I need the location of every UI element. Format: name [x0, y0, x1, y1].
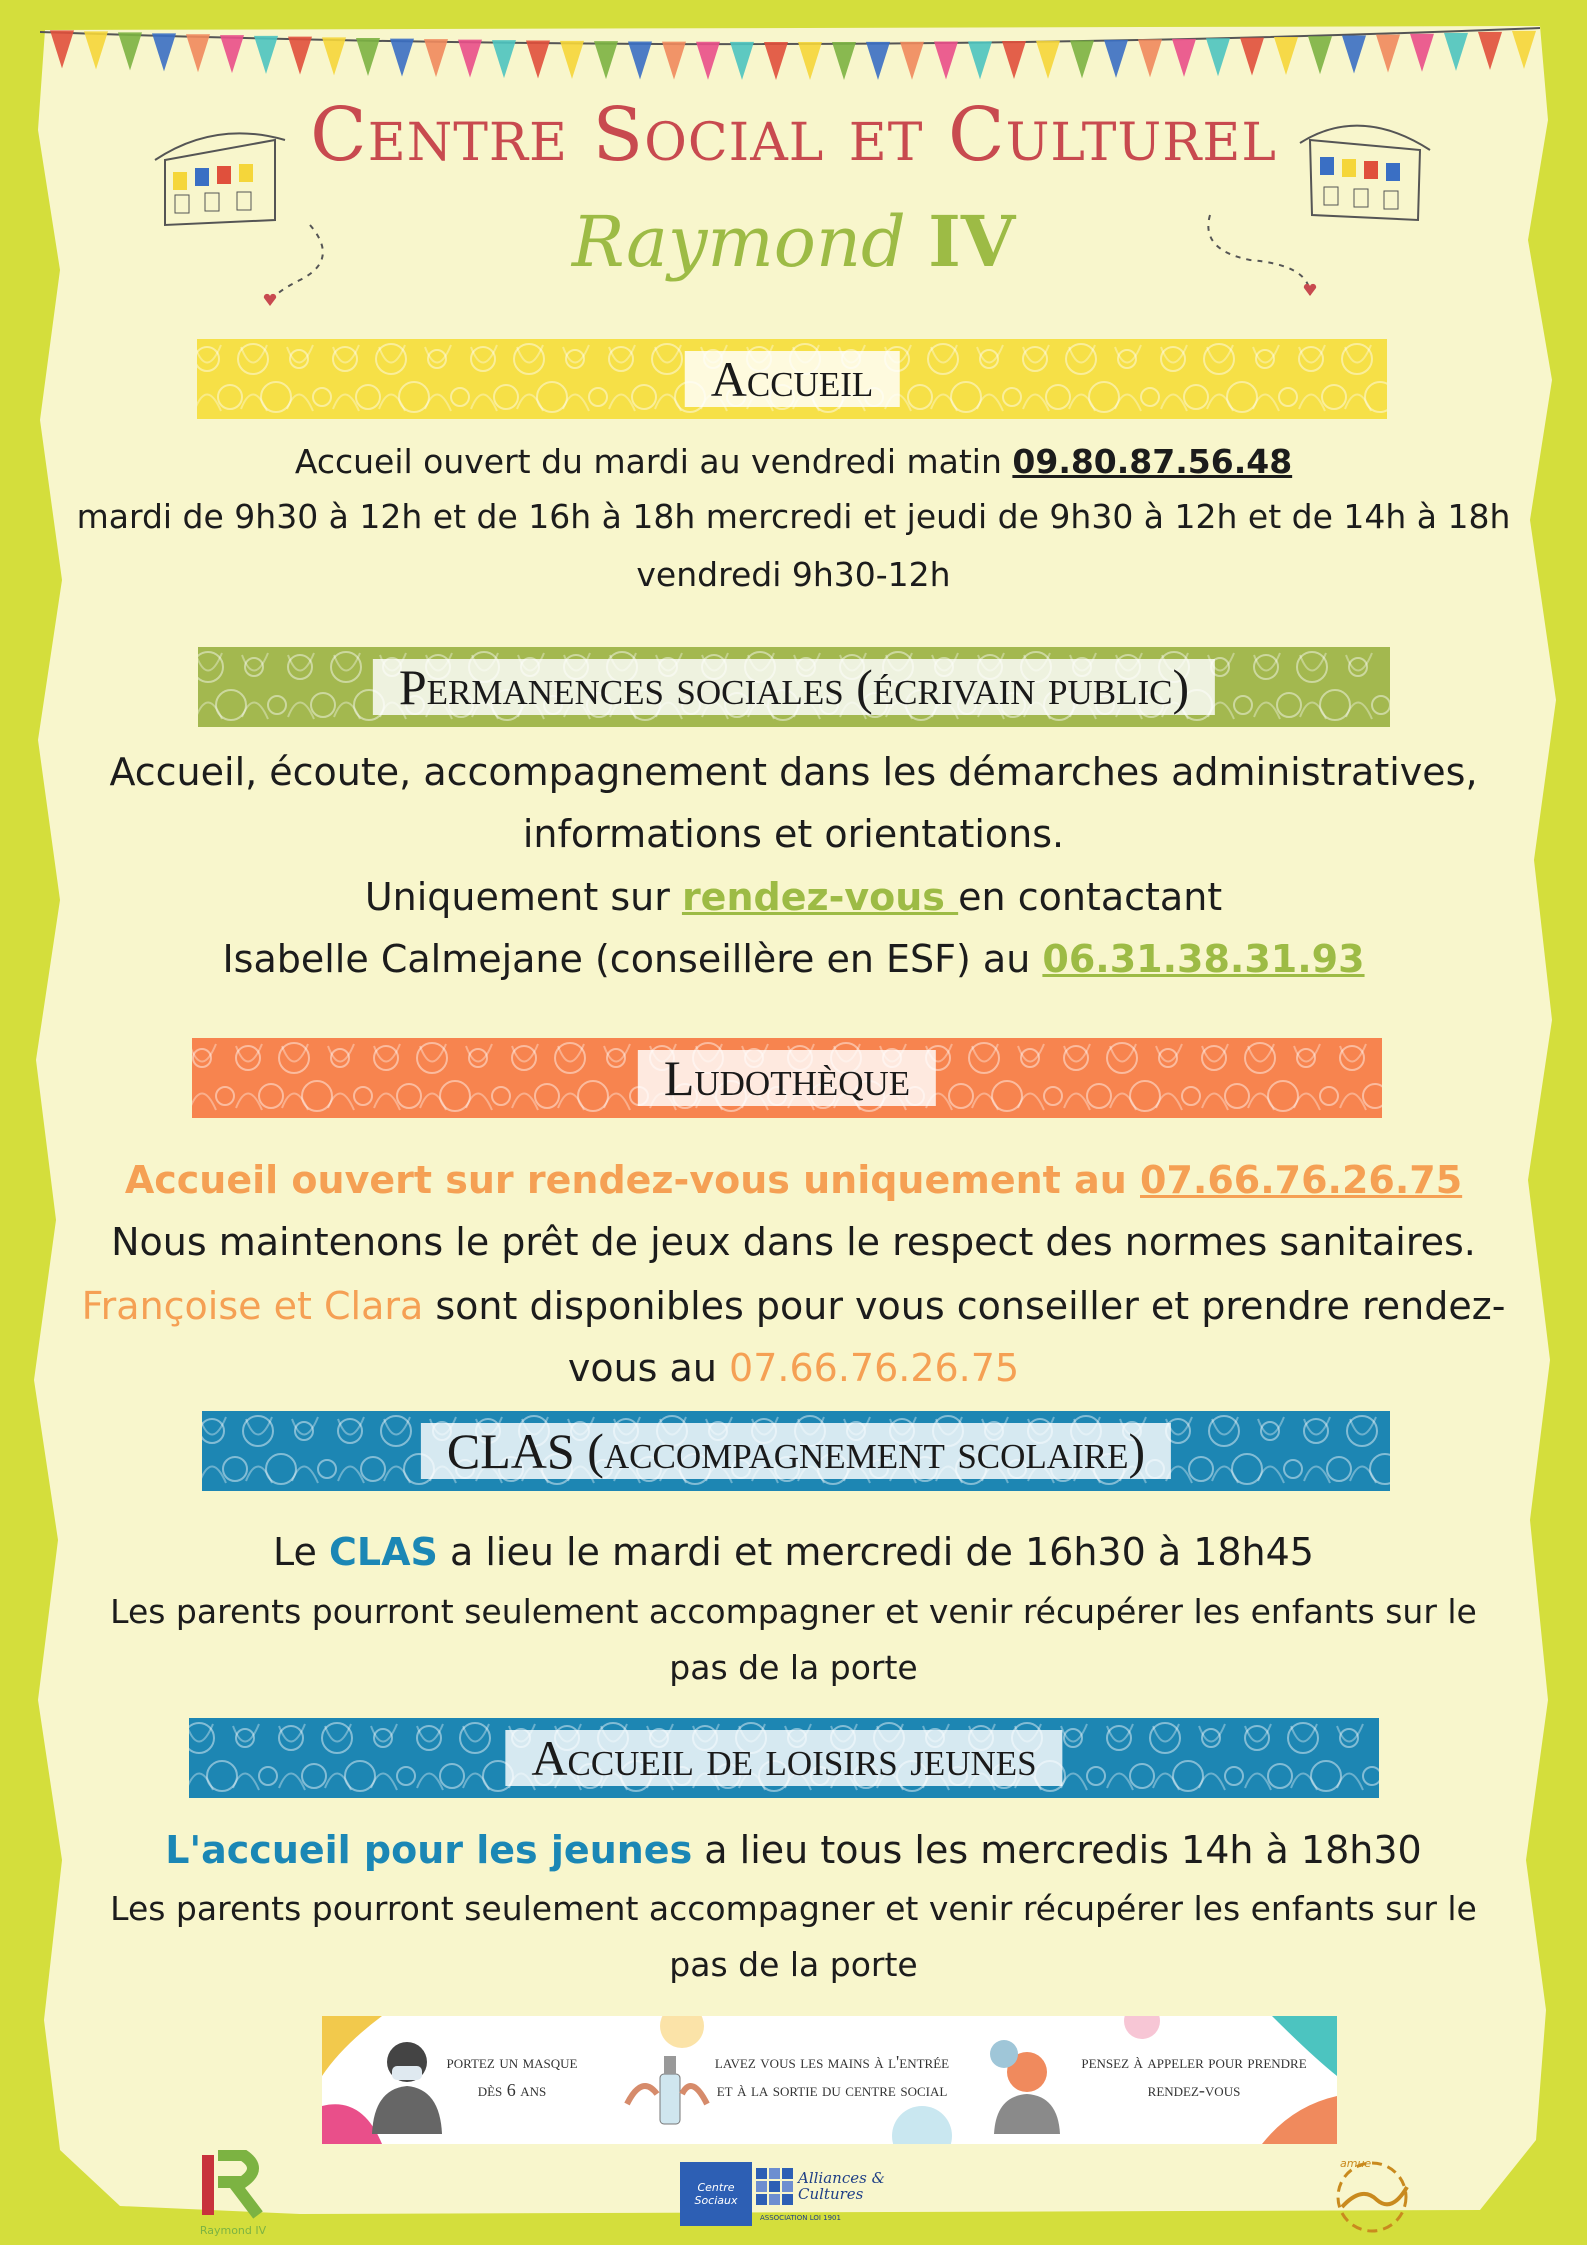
ludotheque-line4	[40, 1346, 1547, 1390]
banner-ludotheque	[192, 1038, 1382, 1118]
bunting-flag	[458, 40, 482, 78]
mask-line2: dès 6 ans	[477, 2080, 547, 2100]
banner-pattern-flower	[1141, 388, 1159, 406]
ludotheque-line3-suffix: sont disponibles pour vous conseiller et prendre rendez-	[435, 1284, 1506, 1328]
banner-pattern-flower	[1107, 1726, 1131, 1750]
banner-pattern-leaf	[246, 1466, 272, 1483]
bunting-flag	[424, 39, 448, 77]
banner-pattern-leaf	[1069, 394, 1095, 411]
accueil-hours-detail: mardi de 9h30 à 12h et de 16h à 18h mercredi et jeudi de 9h30 à 12h et de 14h à 18h	[76, 497, 1511, 536]
banner-accueil	[197, 339, 1387, 419]
clas-line1-suffix: a lieu le mardi et mercredi de 16h30 à 18h45	[449, 1530, 1314, 1574]
accueil-hours-intro	[40, 442, 1547, 481]
bunting-flag	[1002, 41, 1026, 79]
clas-line2: Les parents pourront seulement accompagner et venir récupérer les enfants sur le	[110, 1592, 1477, 1631]
alliances-grid-icon	[756, 2168, 796, 2218]
bunting-flag	[934, 42, 958, 80]
bunting-flag	[1512, 31, 1536, 69]
ludotheque-phone-link[interactable]: 07.66.76.26.75	[1140, 1158, 1463, 1202]
banner-pattern-flower	[318, 1460, 336, 1478]
banner-pattern-flower	[338, 1419, 362, 1443]
banner-pattern-flower	[1304, 1419, 1328, 1443]
banner-pattern-leaf	[198, 702, 222, 719]
amue-logo-icon	[1322, 2155, 1422, 2235]
banner-pattern-flower	[1182, 1087, 1200, 1105]
jeunes-line1	[40, 1828, 1547, 1872]
banner-pattern-flower	[1225, 1084, 1249, 1108]
permanences-line2: informations et orientations.	[522, 812, 1065, 856]
banner-pattern-flower	[279, 1726, 303, 1750]
banner-pattern-flower	[440, 1764, 464, 1788]
banner-pattern-flower	[609, 347, 633, 371]
banner-pattern-flower	[397, 1084, 421, 1108]
bunting-flag	[832, 42, 856, 80]
bunting-flag	[1036, 41, 1060, 79]
banner-pattern-flower	[1254, 655, 1278, 679]
banner-pattern-flower	[1003, 388, 1021, 406]
banner-pattern-leaf	[384, 1466, 410, 1483]
permanences-line3-prefix: Uniquement sur	[364, 875, 670, 919]
bunting-flag	[1410, 34, 1434, 72]
banner-clas	[202, 1411, 1390, 1491]
bunting-flag	[322, 37, 346, 75]
ludotheque-line1	[40, 1158, 1547, 1202]
banner-pattern-flower	[313, 388, 331, 406]
banner-pattern-leaf	[189, 1773, 213, 1790]
bunting-flag	[1138, 39, 1162, 77]
bunting-flag	[866, 42, 890, 80]
banner-pattern-flower	[1130, 1764, 1154, 1788]
ludotheque-phone-text: 07.66.76.26.75	[729, 1346, 1020, 1390]
banner-pattern-flower	[589, 388, 607, 406]
banner-pattern-flower	[535, 1084, 559, 1108]
banner-pattern-flower	[1340, 1046, 1364, 1070]
clas-acronym: CLAS	[328, 1530, 438, 1574]
bunting-flag	[1206, 38, 1230, 76]
bunting-flag	[560, 41, 584, 79]
banner-pattern-flower	[311, 693, 335, 717]
banner-pattern-flower	[417, 1726, 441, 1750]
clas-line3: pas de la porte	[669, 1648, 918, 1687]
logo-raymond-iv	[188, 2150, 278, 2240]
clas-line1	[40, 1530, 1547, 1574]
banner-pattern-flower	[494, 385, 518, 409]
rendez-vous-link[interactable]: rendez-vous	[681, 875, 959, 919]
ludotheque-line1-prefix: Accueil ouvert sur rendez-vous uniquement au	[124, 1158, 1127, 1202]
banner-pattern-flower	[223, 1457, 247, 1481]
bunting-flag	[50, 30, 74, 68]
banner-pattern-leaf	[1291, 1773, 1317, 1790]
banner-pattern-flower	[333, 347, 357, 371]
association-text: ASSOCIATION LOI 1901	[760, 2214, 841, 2222]
banner-pattern-flower	[1087, 1084, 1111, 1108]
banner-pattern-flower	[1322, 385, 1346, 409]
banner-pattern-leaf	[972, 1093, 998, 1110]
banner-jeunes	[189, 1718, 1379, 1798]
bunting-flag	[1444, 33, 1468, 71]
bunting-flag	[968, 41, 992, 79]
banner-pattern-leaf	[1248, 1093, 1274, 1110]
bunting-flag	[730, 42, 754, 80]
banner-pattern-flower	[1372, 696, 1390, 714]
banner-pattern-flower	[908, 385, 932, 409]
jeunes-line3: pas de la porte	[669, 1945, 918, 1984]
bunting-flag	[1478, 32, 1502, 70]
banner-pattern-leaf	[931, 394, 957, 411]
banner-pattern-leaf	[420, 1093, 446, 1110]
banner-pattern-flower	[492, 1087, 510, 1105]
banner-pattern-flower	[361, 1457, 385, 1481]
banner-pattern-flower	[1268, 1764, 1292, 1788]
banner-pattern-leaf	[463, 1773, 489, 1790]
bunting-flag	[152, 33, 176, 71]
ludotheque-names: Françoise et Clara	[81, 1284, 424, 1328]
bunting-flag	[594, 41, 618, 79]
accueil-line1: Accueil ouvert du mardi au vendredi matin	[294, 442, 1002, 481]
banner-pattern-flower	[1327, 1457, 1351, 1481]
bunting-flag	[1240, 38, 1264, 76]
permanences-phone-link[interactable]: 06.31.38.31.93	[1042, 937, 1365, 981]
banner-pattern-flower	[1087, 1767, 1105, 1785]
logo-amue	[1322, 2155, 1422, 2235]
bunting-flag	[118, 32, 142, 70]
banner-pattern-flower	[288, 655, 312, 679]
bunting-flag	[390, 39, 414, 77]
bunting-flag	[254, 36, 278, 74]
bunting-flag	[492, 40, 516, 78]
mask-line1: portez un masque	[446, 2052, 578, 2072]
hygiene-strip	[322, 2016, 1337, 2144]
banner-pattern-flower	[1046, 385, 1070, 409]
banner-pattern-flower	[218, 385, 242, 409]
centres-sociaux-logo: Centre Sociaux	[680, 2162, 752, 2226]
banner-pattern-leaf	[1212, 1466, 1238, 1483]
banner-pattern-leaf	[517, 394, 543, 411]
banner-pattern-flower	[1320, 1087, 1338, 1105]
banner-pattern-flower	[259, 1767, 277, 1785]
banner-pattern-leaf	[379, 394, 405, 411]
call-line1: pensez à appeler pour prendre	[1081, 2052, 1307, 2072]
banner-pattern-flower	[216, 1087, 234, 1105]
bunting-flag	[1274, 37, 1298, 75]
banner-pattern-leaf	[282, 1093, 308, 1110]
banner-pattern-flower	[302, 1764, 326, 1788]
ludotheque-line2: Nous maintenons le prêt de jeux dans le respect des normes sanitaires.	[111, 1220, 1476, 1264]
jeunes-bold: L'accueil pour les jeunes	[165, 1828, 693, 1872]
mask-instruction	[432, 2048, 592, 2104]
banner-pattern-flower	[374, 1046, 398, 1070]
banner-pattern-leaf	[325, 1773, 351, 1790]
permanences-line4-prefix: Isabelle Calmejane (conseillère en ESF) au	[222, 937, 1043, 981]
bunting-flag	[84, 31, 108, 69]
banner-pattern-flower	[1277, 693, 1301, 717]
banner-pattern-flower	[354, 1087, 372, 1105]
heading-jeunes: Accueil de loisirs jeunes	[505, 1730, 1062, 1786]
bunting-flag	[662, 42, 686, 80]
banner-pattern-flower	[236, 1046, 260, 1070]
bunting-flag	[798, 42, 822, 80]
heading-permanences: Permanences sociales (écrivain public)	[373, 659, 1215, 715]
heading-ludotheque: Ludothèque	[638, 1050, 936, 1106]
permanences-line3-suffix: en contactant	[958, 875, 1223, 919]
banner-pattern-flower	[1245, 1726, 1269, 1750]
banner-pattern-flower	[1064, 1046, 1088, 1070]
phone-call-icon	[982, 2034, 1072, 2134]
subtitle-name: Raymond	[571, 201, 906, 283]
banner-pattern-flower	[1279, 388, 1297, 406]
banner-pattern-flower	[512, 1046, 536, 1070]
heading-clas: CLAS (accompagnement scolaire)	[421, 1423, 1171, 1479]
banner-pattern-flower	[471, 347, 495, 371]
ludotheque-line3	[40, 1284, 1547, 1328]
banner-pattern-flower	[1189, 1457, 1213, 1481]
banner-pattern-flower	[1023, 347, 1047, 371]
bunting-flag	[1376, 35, 1400, 73]
clas-line1-prefix: Le	[273, 1530, 317, 1574]
banner-pattern-flower	[1044, 1087, 1062, 1105]
banner-pattern-leaf	[241, 394, 267, 411]
bunting-flag	[526, 41, 550, 79]
page-subtitle	[0, 200, 1587, 283]
banner-pattern-leaf	[558, 1093, 584, 1110]
hands-line2: et à la sortie du centre social	[716, 2080, 948, 2100]
hands-line1: lavez vous les mains à l'entrée	[714, 2052, 950, 2072]
banner-pattern-leaf	[655, 394, 681, 411]
hand-wash-icon	[622, 2034, 712, 2134]
banner-pattern-flower	[1161, 347, 1185, 371]
permanences-line1: Accueil, écoute, accompagnement dans les démarches administratives,	[109, 750, 1478, 794]
heading-accueil: Accueil	[685, 351, 900, 407]
jeunes-line2: Les parents pourront seulement accompagner et venir récupérer les enfants sur le	[110, 1889, 1477, 1928]
banner-pattern-leaf	[1350, 1466, 1376, 1483]
banner-pattern-flower	[1184, 385, 1208, 409]
bunting-flag	[900, 42, 924, 80]
bunting-garland	[40, 10, 1540, 100]
banner-pattern-leaf	[192, 1093, 216, 1110]
bunting-flag	[628, 41, 652, 79]
permanences-line4	[40, 937, 1547, 981]
banner-pattern-flower	[1202, 1046, 1226, 1070]
banner-pattern-flower	[356, 385, 380, 409]
banner-pattern-flower	[1234, 696, 1252, 714]
banner-pattern-flower	[397, 1767, 415, 1785]
subtitle-numeral: IV	[928, 200, 1016, 283]
jeunes-line1-suffix: a lieu tous les mercredis 14h à 18h30	[704, 1828, 1422, 1872]
bunting-flag	[1342, 35, 1366, 73]
call-line2: rendez-vous	[1147, 2080, 1241, 2100]
bunting-flag	[764, 42, 788, 80]
banner-pattern-flower	[1363, 1084, 1382, 1108]
amue-logo-text: amue	[1340, 2157, 1372, 2170]
raymond-logo-caption: Raymond IV	[199, 2224, 267, 2237]
banner-pattern-flower	[1370, 1454, 1390, 1484]
banner-pattern-flower	[259, 1084, 283, 1108]
banner-pattern-flower	[1299, 347, 1323, 371]
banner-pattern-leaf	[1300, 702, 1326, 719]
banner-pattern-leaf	[334, 702, 360, 719]
bunting-flag	[1104, 40, 1128, 78]
permanences-line3	[40, 875, 1547, 919]
raymond-logo-icon	[188, 2150, 278, 2220]
banner-pattern-flower	[949, 1084, 973, 1108]
banner-pattern-flower	[632, 385, 656, 409]
alliances-cultures-text: Alliances & Cultures	[798, 2169, 885, 2203]
bunting-flag	[220, 35, 244, 73]
banner-pattern-flower	[451, 388, 469, 406]
accueil-hours-friday: vendredi 9h30-12h	[636, 555, 951, 594]
banner-pattern-leaf	[1345, 394, 1371, 411]
banner-pattern-leaf	[1207, 394, 1233, 411]
banner-pattern-leaf	[1153, 1773, 1179, 1790]
bunting-flag	[288, 37, 312, 75]
banner-pattern-flower	[1284, 1460, 1302, 1478]
bunting-flag	[1070, 40, 1094, 78]
ludotheque-line4-prefix: vous au	[567, 1346, 717, 1390]
bunting-flag	[696, 42, 720, 80]
bunting-flag	[186, 34, 210, 72]
banner-pattern-flower	[1363, 1767, 1379, 1785]
bunting-flag	[356, 38, 380, 76]
banner-pattern-leaf	[1110, 1093, 1136, 1110]
accueil-phone-link[interactable]: 09.80.87.56.48	[1012, 442, 1293, 481]
hands-instruction	[712, 2048, 952, 2104]
banner-permanences	[198, 647, 1390, 727]
banner-pattern-flower	[268, 696, 286, 714]
banner-pattern-flower	[1225, 1767, 1243, 1785]
bunting-flag	[1308, 36, 1332, 74]
logo-partners	[680, 2162, 910, 2232]
page-title: Centre Social et Culturel	[310, 92, 1277, 178]
bunting-flag	[1172, 39, 1196, 77]
call-instruction	[1074, 2048, 1314, 2104]
